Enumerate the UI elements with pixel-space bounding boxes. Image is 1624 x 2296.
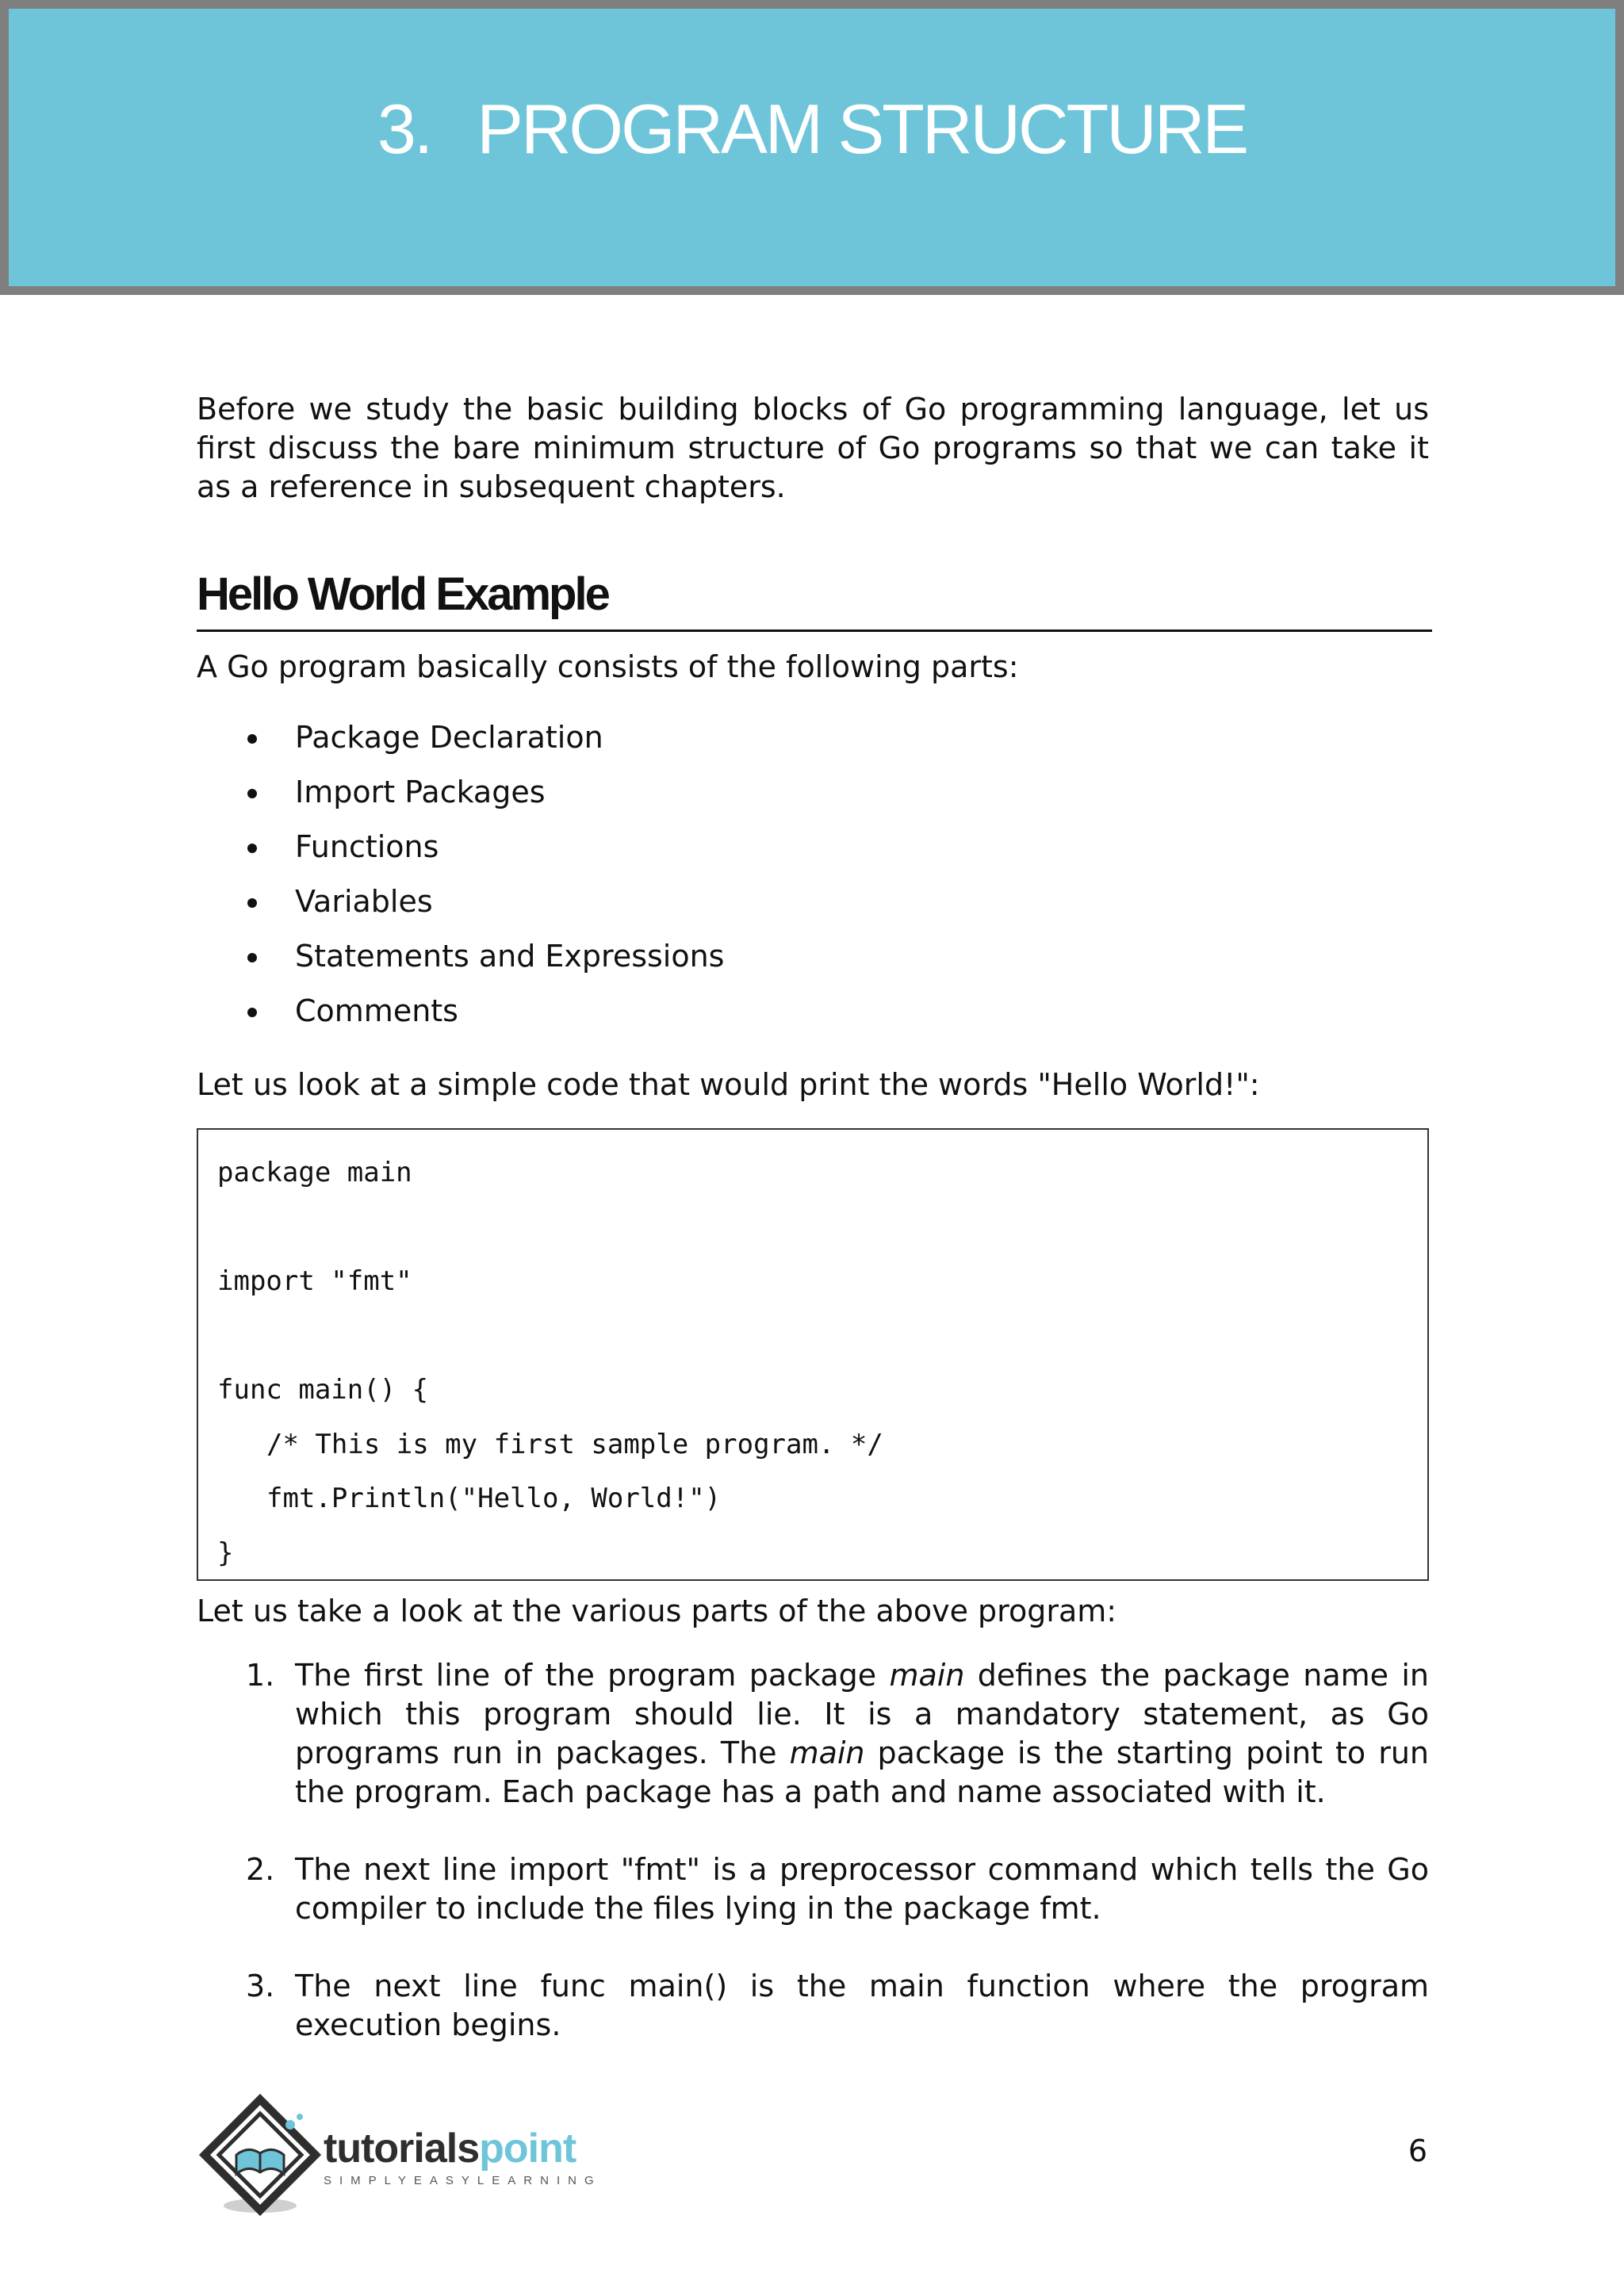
section-heading-block [197,559,1429,632]
parts-list [197,710,1429,1039]
intro-paragraph: Before we study the basic building blocks of Go programming language, let us first discuss the bare minimum structure of Go programs so that we can take it as a reference in subsequent chapters. [197,392,1429,504]
explanation-list [197,1656,1429,2045]
item-text: The next line func main() is the main function where the program execution begins. [295,1969,1429,2042]
list-item [197,820,1429,874]
explanation-item [197,1850,1429,1928]
list-item-label: Package Declaration [295,720,603,755]
item-emphasis: main [789,1735,865,1770]
chapter-banner [0,0,1624,295]
item-number: 2. [246,1852,275,1887]
list-item-label: Functions [295,829,439,864]
code-lead: Let us look at a simple code that would print the words "Hello World!": [197,1067,1260,1102]
list-item-label: Variables [295,884,433,919]
item-text: defines the package name in which this program should lie. It is a mandatory statement, as Go programs run in packages. The [295,1658,1429,1770]
code-line: func main() { [217,1374,429,1406]
parts-intro: A Go program basically consists of the following parts: [197,649,1019,684]
item-number: 1. [246,1658,275,1693]
item-text: package is the starting point to run the program. Each package has a path and name associated with it. [295,1735,1429,1809]
code-line: import "fmt" [217,1265,412,1297]
code-line: fmt.Println("Hello, World!") [266,1483,722,1514]
item-emphasis: main [889,1658,965,1693]
item-text: The first line of the program package [295,1658,890,1693]
code-line: /* This is my first sample program. */ [266,1428,883,1460]
logo-word-point: point [479,2126,576,2172]
bullet-icon [247,1008,257,1017]
list-item-label: Import Packages [295,775,546,809]
explanation-item [197,1656,1429,1812]
item-number: 3. [246,1969,275,2003]
chapter-title-text: PROGRAM STRUCTURE [477,90,1247,168]
logo-word-tutorials: tutorials [324,2126,480,2172]
bullet-icon [247,789,257,798]
bullet-icon [247,953,257,962]
list-item [197,929,1429,984]
explanation-item [197,1967,1429,2045]
list-item [197,765,1429,820]
list-item [197,984,1429,1039]
logo-wordmark [324,2126,576,2172]
section-heading: Hello World Example [197,568,608,620]
list-item [197,710,1429,765]
code-line [217,1200,1410,1255]
code-block [197,1128,1429,1581]
parts-lead: Let us take a look at the various parts of the above program: [197,1594,1117,1628]
chapter-title [9,90,1615,168]
tutorialspoint-logo [197,2093,641,2220]
bullet-icon [247,844,257,853]
logo-tagline: SIMPLYEASYLEARNING [324,2174,602,2187]
heading-underline [197,629,1432,632]
list-item [197,874,1429,929]
item-text: The next line import "fmt" is a preprocessor command which tells the Go compiler to include the files lying in the package fmt. [295,1852,1429,1926]
list-item-label: Comments [295,993,458,1028]
list-item-label: Statements and Expressions [295,939,725,974]
chapter-number: 3. [377,90,431,168]
code-line: package main [217,1157,412,1188]
bullet-icon [247,898,257,908]
code-line [217,1309,1410,1364]
bullet-icon [247,734,257,744]
code-line: } [217,1536,234,1569]
diamond-book-icon [197,2093,324,2220]
page-content [197,390,1429,2084]
page-number: 6 [1408,2133,1427,2168]
